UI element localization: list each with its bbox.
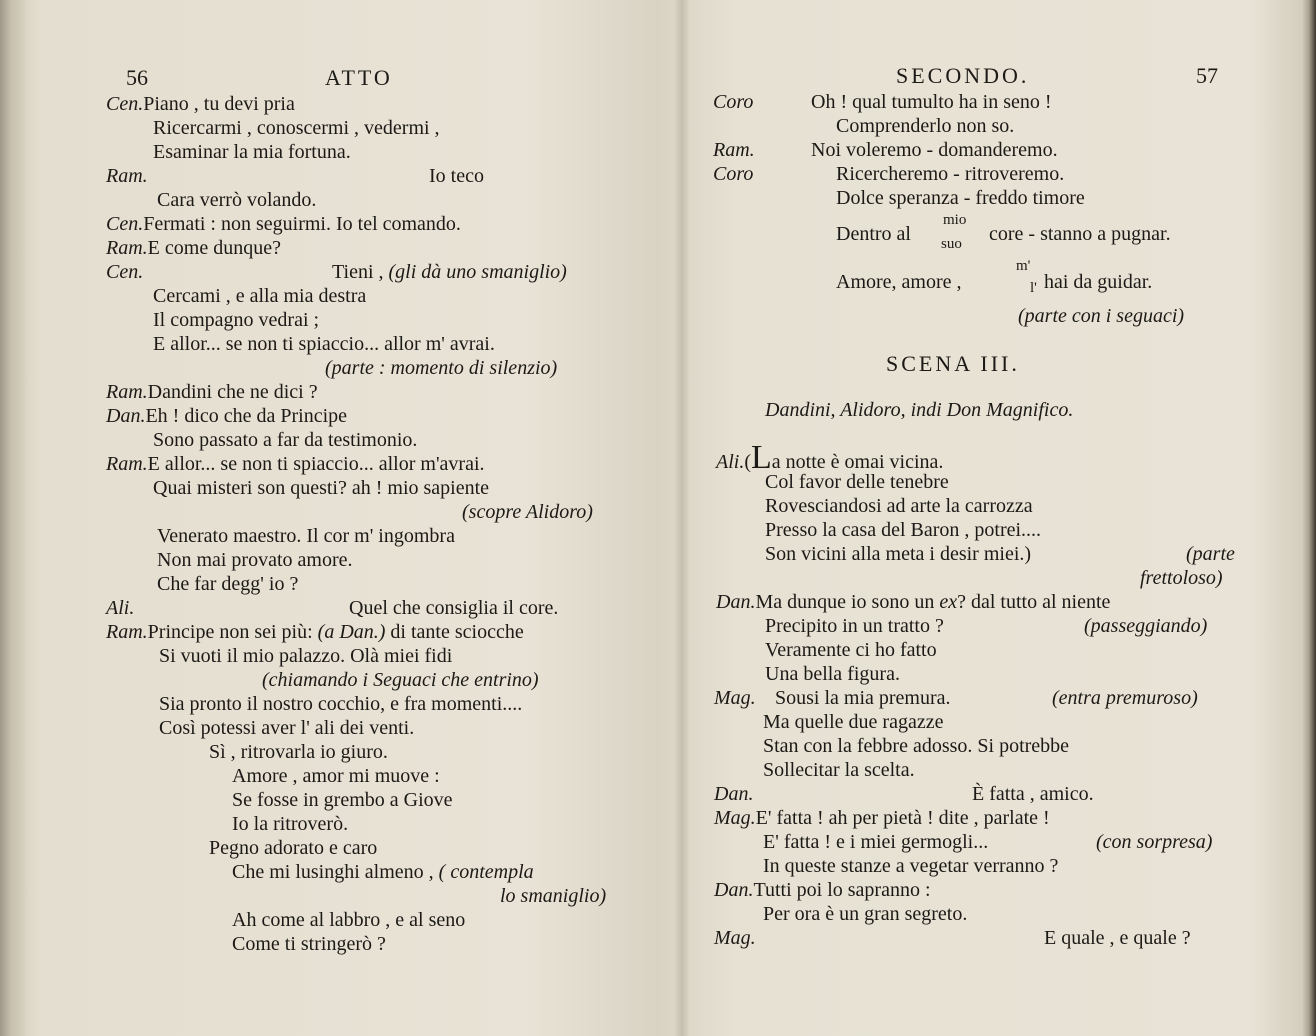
line: Cara verrò volando. <box>157 189 317 211</box>
speaker-label: Ali. <box>106 597 135 619</box>
line: Come ti stringerò ? <box>232 933 386 955</box>
line-text: di tante sciocche <box>385 621 524 643</box>
line: Sì , ritrovarla io giuro. <box>209 741 388 763</box>
line: Ricercarmi , conoscermi , vedermi , <box>153 117 440 139</box>
line: Per ora è un gran segreto. <box>763 903 968 925</box>
line: Dentro al <box>836 223 911 245</box>
speaker-label: Mag. <box>714 807 756 829</box>
line: Il compagno vedrai ; <box>153 309 320 331</box>
line: hai da guidar. <box>1044 271 1153 293</box>
line: Pegno adorato e caro <box>209 837 378 859</box>
line: Noi voleremo - domanderemo. <box>811 139 1058 161</box>
right-page-edge <box>1302 0 1316 1036</box>
line: Rovesciandosi ad arte la carrozza <box>765 495 1033 517</box>
line: Si vuoti il mio palazzo. Olà miei fidi <box>159 645 453 667</box>
speaker-label: Cen. <box>106 261 144 283</box>
line-text: Tutti poi lo sapranno : <box>753 879 931 901</box>
line: Sousi la mia premura. <box>775 687 951 709</box>
line <box>232 860 534 884</box>
line-text: Ma dunque io sono un <box>755 591 940 613</box>
line: Una bella figura. <box>765 663 900 685</box>
line: core - stanno a pugnar. <box>989 223 1171 245</box>
line <box>106 236 281 260</box>
line <box>106 404 347 428</box>
line: Sono passato a far da testimonio. <box>153 429 418 451</box>
line <box>716 590 1110 614</box>
stage-direction: (gli dà uno smaniglio) <box>388 261 567 283</box>
stage-direction: (parte <box>1186 543 1235 565</box>
line: È fatta , amico. <box>972 783 1094 805</box>
line-text: Dandini che ne dici ? <box>147 381 318 403</box>
stacked-word-top: m' <box>1016 258 1031 274</box>
stage-direction: (parte con i seguaci) <box>1018 305 1185 327</box>
character-list: Dandini, Alidoro, indi Don Magnifico. <box>765 399 1074 421</box>
line: Sia pronto il nostro cocchio, e fra momenti.... <box>159 693 523 715</box>
line: Dolce speranza - freddo timore <box>836 187 1085 209</box>
line: Ricercheremo - ritroveremo. <box>836 163 1065 185</box>
stacked-word-bottom: l' <box>1030 280 1037 296</box>
line: Oh ! qual tumulto ha in seno ! <box>811 91 1052 113</box>
stage-direction: frettoloso) <box>1140 567 1223 589</box>
italic-word: ex <box>939 591 958 613</box>
speaker-label: Cen. <box>106 93 144 115</box>
speaker-label: Dan. <box>716 591 756 613</box>
stage-direction: (parte : momento di silenzio) <box>325 357 558 379</box>
speaker-label: Coro <box>713 91 754 113</box>
scene-heading: SCENA III. <box>886 351 1020 376</box>
speaker-label: Ali. <box>716 451 745 473</box>
line <box>714 878 931 902</box>
line: Esaminar la mia fortuna. <box>153 141 351 163</box>
line: Amore, amore , <box>836 271 962 293</box>
running-header: SECONDO. <box>896 63 1030 88</box>
speaker-label: Mag. <box>714 927 756 949</box>
speaker-label: Ram. <box>106 381 148 403</box>
line-text: Piano , tu devi pria <box>143 93 295 115</box>
speaker-label: Dan. <box>106 405 146 427</box>
line <box>106 620 524 644</box>
line: Quel che consiglia il core. <box>349 597 559 619</box>
line-text: E come dunque? <box>147 237 281 259</box>
stage-direction: (chiamando i Seguaci che entrino) <box>262 669 539 691</box>
stacked-word-top: mio <box>943 212 967 228</box>
line-text: ? dal tutto al niente <box>957 591 1111 613</box>
running-header: ATTO <box>325 65 393 90</box>
line <box>332 260 567 284</box>
line: Quai misteri son questi? ah ! mio sapiente <box>153 477 490 499</box>
line: Non mai provato amore. <box>157 549 353 571</box>
page-number: 56 <box>126 65 148 90</box>
speaker-label: Ram. <box>106 237 148 259</box>
line: Ma quelle due ragazze <box>763 711 944 733</box>
line: Col favor delle tenebre <box>765 471 949 493</box>
line-text: Tieni , <box>332 261 389 283</box>
line: Io la ritroverò. <box>232 813 349 835</box>
speaker-label: Cen. <box>106 213 144 235</box>
line: In queste stanze a vegetar verranno ? <box>763 855 1059 877</box>
line <box>106 212 461 236</box>
stage-direction: (con sorpresa) <box>1096 831 1213 853</box>
line <box>106 92 295 116</box>
line: Comprenderlo non so. <box>836 115 1015 137</box>
left-page-edge <box>0 0 28 1036</box>
line: Venerato maestro. Il cor m' ingombra <box>157 525 455 547</box>
line-text: Eh ! dico che da Principe <box>145 405 348 427</box>
speaker-label: Ram. <box>106 165 148 187</box>
speaker-label: Coro <box>713 163 754 185</box>
book-gutter <box>674 0 690 1036</box>
line: E quale , e quale ? <box>1044 927 1191 949</box>
line <box>106 380 318 404</box>
drop-cap: L <box>751 439 772 476</box>
speaker-label: Ram. <box>106 453 148 475</box>
line <box>714 806 1050 830</box>
line: E allor... se non ti spiaccio... allor m' avrai. <box>153 333 495 355</box>
line: Se fosse in grembo a Giove <box>232 789 453 811</box>
line: Cercami , e alla mia destra <box>153 285 367 307</box>
line: Io teco <box>429 165 484 187</box>
stage-direction: (scopre Alidoro) <box>462 501 593 523</box>
line: Ah come al labbro , e al seno <box>232 909 466 931</box>
line-text: Principe non sei più: <box>147 621 318 643</box>
line: Precipito in un tratto ? <box>765 615 944 637</box>
line: Stan con la febbre adosso. Si potrebbe <box>763 735 1070 757</box>
stage-direction: ( contempla <box>438 861 534 883</box>
speaker-label: Ram. <box>713 139 755 161</box>
stage-direction: (a Dan.) <box>317 621 386 643</box>
line: Amore , amor mi muove : <box>232 765 440 787</box>
stage-direction: lo smaniglio) <box>500 885 607 907</box>
line: Così potessi aver l' ali dei venti. <box>159 717 415 739</box>
line: E' fatta ! e i miei germogli... <box>763 831 989 853</box>
stacked-word-bottom: suo <box>941 236 962 252</box>
line-text: E' fatta ! ah per pietà ! dite , parlate ! <box>755 807 1050 829</box>
stage-direction: (entra premuroso) <box>1052 687 1198 709</box>
speaker-label: Dan. <box>714 879 754 901</box>
line-text: a notte è omai vicina. <box>771 451 944 473</box>
line: Sollecitar la scelta. <box>763 759 915 781</box>
line-text: ( <box>744 451 752 473</box>
line <box>106 452 485 476</box>
stage-direction: (passeggiando) <box>1084 615 1208 637</box>
line-text: E allor... se non ti spiaccio... allor m'avrai. <box>147 453 485 475</box>
speaker-label: Ram. <box>106 621 148 643</box>
speaker-label: Mag. <box>714 687 756 709</box>
line-text: Fermati : non seguirmi. Io tel comando. <box>143 213 461 235</box>
speaker-label: Dan. <box>714 783 754 805</box>
line: Veramente ci ho fatto <box>765 639 937 661</box>
page-number: 57 <box>1196 63 1218 88</box>
line: Son vicini alla meta i desir miei.) <box>765 543 1032 565</box>
line: Presso la casa del Baron , potrei.... <box>765 519 1042 541</box>
line-text: Che mi lusinghi almeno , <box>232 861 439 883</box>
line: Che far degg' io ? <box>157 573 299 595</box>
